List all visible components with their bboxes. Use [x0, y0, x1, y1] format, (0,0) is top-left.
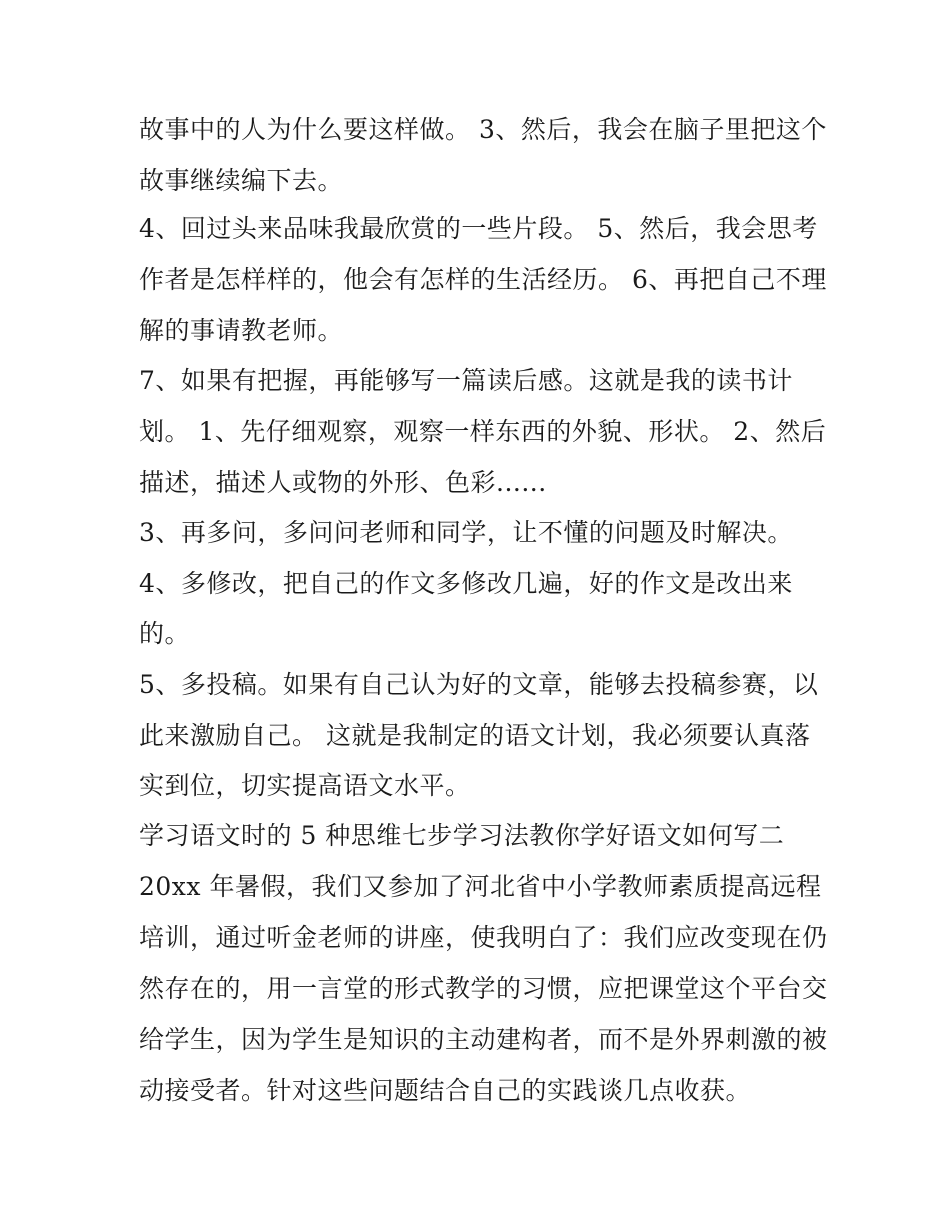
text-line: 作者是怎样样的，他会有怎样的生活经历。 6、再把自己不理: [139, 265, 827, 294]
text-line: 20xx 年暑假，我们又参加了河北省中小学教师素质提高远程: [139, 872, 822, 901]
text-line: 故事继续编下去。: [139, 166, 344, 195]
text-line: 给学生，因为学生是知识的主动建构者，而不是外界刺激的被: [139, 1025, 828, 1054]
text-line: 的。: [139, 619, 191, 648]
text-line: 动接受者。针对这些问题结合自己的实践谈几点收获。: [139, 1076, 752, 1105]
text-line: 3、再多问，多问问老师和同学，让不懂的问题及时解决。: [139, 518, 793, 547]
text-line: 培训，通过听金老师的讲座，使我明白了：我们应改变现在仍: [139, 923, 828, 952]
text-line: 划。 1、先仔细观察，观察一样东西的外貌、形状。 2、然后: [139, 417, 827, 446]
text-line: 然存在的，用一言堂的形式教学的习惯，应把课堂这个平台交: [139, 974, 828, 1003]
text-line: 7、如果有把握，再能够写一篇读后感。这就是我的读书计: [139, 366, 793, 395]
text-line: 故事中的人为什么要这样做。 3、然后，我会在脑子里把这个: [139, 115, 827, 144]
text-line: 此来激励自己。 这就是我制定的语文计划，我必须要认真落: [139, 721, 811, 750]
text-line: 5、多投稿。如果有自己认为好的文章，能够去投稿参赛，以: [139, 670, 819, 699]
text-line: 解的事请教老师。: [139, 316, 344, 345]
section-heading: 学习语文时的 5 种思维七步学习法教你学好语文如何写二: [139, 821, 785, 850]
text-line: 实到位，切实提高语文水平。: [139, 771, 471, 800]
text-line: 描述，描述人或物的外形、色彩......: [139, 468, 547, 497]
text-line: 4、多修改，把自己的作文多修改几遍，好的作文是改出来: [139, 569, 793, 598]
text-line: 4、回过头来品味我最欣赏的一些片段。 5、然后，我会思考: [139, 214, 818, 243]
